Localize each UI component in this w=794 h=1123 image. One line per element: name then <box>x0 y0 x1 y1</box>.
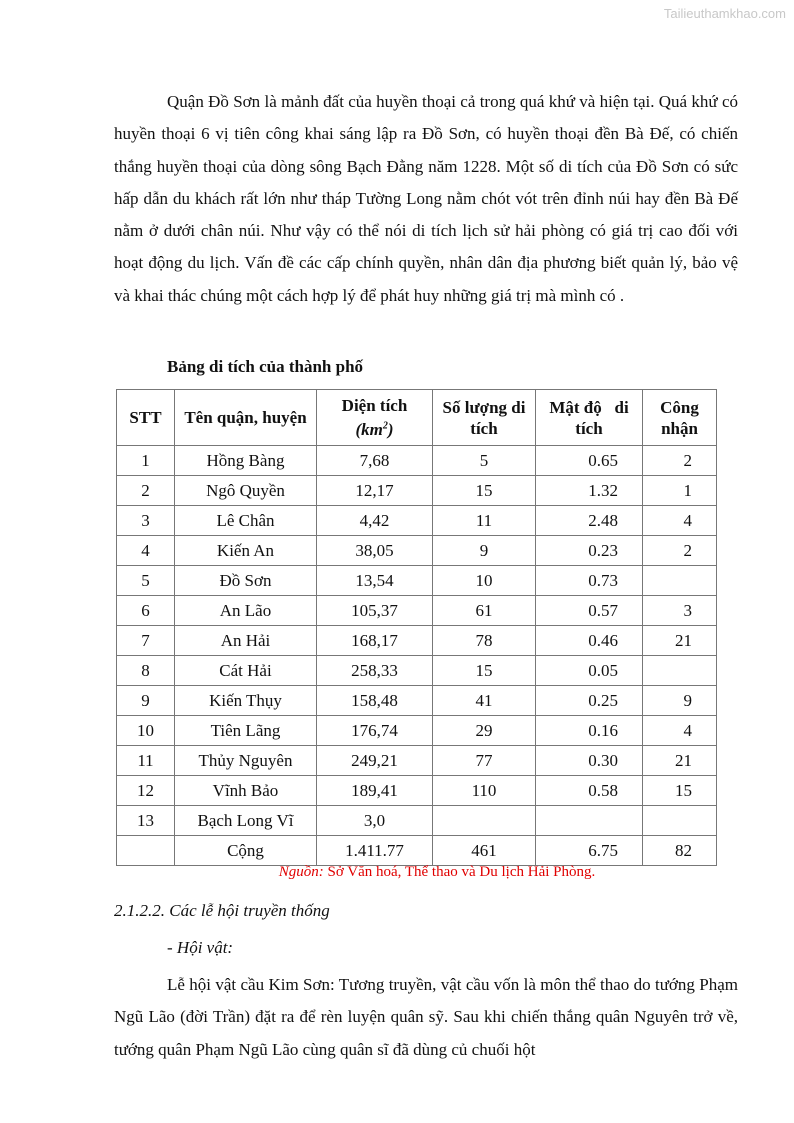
cell-recognized: 2 <box>643 536 717 566</box>
cell-district: Lê Chân <box>175 506 317 536</box>
cell-stt: 10 <box>117 716 175 746</box>
table-row <box>117 746 717 776</box>
table-row <box>117 536 717 566</box>
cell-density: 0.58 <box>536 776 643 806</box>
header-stt: STT <box>117 390 175 446</box>
cell-count <box>433 806 536 836</box>
cell-district: Cộng <box>175 836 317 866</box>
section-heading: 2.1.2.2. Các lễ hội truyền thống <box>114 901 330 920</box>
table-row <box>117 806 717 836</box>
cell-stt: 5 <box>117 566 175 596</box>
cell-density: 0.25 <box>536 686 643 716</box>
cell-recognized: 9 <box>643 686 717 716</box>
cell-recognized <box>643 566 717 596</box>
cell-stt: 3 <box>117 506 175 536</box>
heritage-table <box>116 389 717 866</box>
cell-stt: 11 <box>117 746 175 776</box>
cell-district: Thủy Nguyên <box>175 746 317 776</box>
cell-count: 77 <box>433 746 536 776</box>
cell-recognized: 4 <box>643 716 717 746</box>
cell-stt: 13 <box>117 806 175 836</box>
cell-density: 0.73 <box>536 566 643 596</box>
cell-district: Kiến Thụy <box>175 686 317 716</box>
table-row <box>117 566 717 596</box>
table-row <box>117 476 717 506</box>
cell-density: 0.30 <box>536 746 643 776</box>
cell-count: 5 <box>433 446 536 476</box>
cell-stt: 1 <box>117 446 175 476</box>
subheading: - Hội vật: <box>167 938 234 957</box>
table-row <box>117 506 717 536</box>
cell-stt: 12 <box>117 776 175 806</box>
cell-recognized <box>643 806 717 836</box>
cell-density: 0.16 <box>536 716 643 746</box>
table-row <box>117 656 717 686</box>
cell-area: 189,41 <box>317 776 433 806</box>
cell-district: Bạch Long Vĩ <box>175 806 317 836</box>
intro-paragraph: Quận Đồ Sơn là mảnh đất của huyền thoại cả trong quá khứ và hiện tại. Quá khứ có huyền thoại 6 vị tiên công khai sáng lập ra Đồ Sơn, có huyền thoại đền Bà Đế, có chiến thắng huyền thoại của dòng sông Bạch Đằng năm 1228. Một số di tích của Đồ Sơn có sức hấp dẫn du khách rất lớn như tháp Tường Long nằm chót vót trên đỉnh núi hay đền Bà Đế nằm ở dưới chân núi. Như vậy có thể nói di tích lịch sử hải phòng có giá trị cao đối với hoạt động du lịch. Vấn đề các cấp chính quyền, nhân dân địa phương biết quản lý, bảo vệ và khai thác chúng một cách hợp lý để phát huy những giá trị mà mình có . <box>114 92 738 305</box>
cell-district: An Hải <box>175 626 317 656</box>
cell-stt: 4 <box>117 536 175 566</box>
header-count: Số lượng di tích <box>433 390 536 446</box>
cell-recognized: 21 <box>643 746 717 776</box>
header-recognized: Công nhận <box>643 390 717 446</box>
cell-count: 10 <box>433 566 536 596</box>
festival-paragraph: Lễ hội vật cầu Kim Sơn: Tương truyền, vật cầu vốn là môn thể thao do tướng Phạm Ngũ Lão (đời Trần) đặt ra để rèn luyện quân sỹ. Sau khi chiến thắng quân Nguyên trở về, tướng quân Phạm Ngũ Lão cùng quân sĩ đã dùng củ chuối hột <box>114 975 738 1059</box>
cell-area: 7,68 <box>317 446 433 476</box>
cell-area: 12,17 <box>317 476 433 506</box>
table-row <box>117 716 717 746</box>
cell-count: 41 <box>433 686 536 716</box>
cell-recognized: 2 <box>643 446 717 476</box>
cell-count: 15 <box>433 656 536 686</box>
cell-area: 249,21 <box>317 746 433 776</box>
cell-stt <box>117 836 175 866</box>
header-area: Diện tích $(km^2)$ <box>317 390 433 446</box>
cell-density: 0.05 <box>536 656 643 686</box>
cell-density: 1.32 <box>536 476 643 506</box>
cell-stt: 7 <box>117 626 175 656</box>
table-row <box>117 626 717 656</box>
cell-area: 1.411.77 <box>317 836 433 866</box>
cell-area: 4,42 <box>317 506 433 536</box>
cell-area: 258,33 <box>317 656 433 686</box>
cell-density: 0.46 <box>536 626 643 656</box>
cell-density <box>536 806 643 836</box>
cell-district: Tiên Lãng <box>175 716 317 746</box>
cell-district: Ngô Quyền <box>175 476 317 506</box>
cell-area: 105,37 <box>317 596 433 626</box>
table-row <box>117 446 717 476</box>
cell-recognized: 1 <box>643 476 717 506</box>
cell-count: 61 <box>433 596 536 626</box>
cell-area: 38,05 <box>317 536 433 566</box>
cell-district: Kiến An <box>175 536 317 566</box>
cell-recognized: 3 <box>643 596 717 626</box>
header-district: Tên quận, huyện <box>175 390 317 446</box>
table-caption: Bảng di tích của thành phố <box>167 357 364 376</box>
cell-area: 176,74 <box>317 716 433 746</box>
cell-density: 6.75 <box>536 836 643 866</box>
cell-stt: 8 <box>117 656 175 686</box>
cell-count: 15 <box>433 476 536 506</box>
table-row <box>117 776 717 806</box>
cell-count: 78 <box>433 626 536 656</box>
cell-density: 2.48 <box>536 506 643 536</box>
cell-stt: 9 <box>117 686 175 716</box>
cell-district: Vĩnh Bảo <box>175 776 317 806</box>
cell-district: Cát Hải <box>175 656 317 686</box>
cell-stt: 6 <box>117 596 175 626</box>
cell-density: 0.23 <box>536 536 643 566</box>
cell-recognized: 4 <box>643 506 717 536</box>
cell-recognized: 21 <box>643 626 717 656</box>
cell-district: Hồng Bàng <box>175 446 317 476</box>
cell-area: 168,17 <box>317 626 433 656</box>
cell-density: 0.57 <box>536 596 643 626</box>
table-row <box>117 836 717 866</box>
cell-count: 110 <box>433 776 536 806</box>
cell-area: 3,0 <box>317 806 433 836</box>
table-header-row <box>117 390 717 446</box>
cell-count: 29 <box>433 716 536 746</box>
cell-stt: 2 <box>117 476 175 506</box>
cell-density: 0.65 <box>536 446 643 476</box>
cell-count: 461 <box>433 836 536 866</box>
table-row <box>117 596 717 626</box>
cell-count: 9 <box>433 536 536 566</box>
table-row <box>117 686 717 716</box>
header-density: Mật độ di tích <box>536 390 643 446</box>
cell-recognized: 82 <box>643 836 717 866</box>
cell-district: Đồ Sơn <box>175 566 317 596</box>
cell-recognized: 15 <box>643 776 717 806</box>
cell-count: 11 <box>433 506 536 536</box>
cell-area: 13,54 <box>317 566 433 596</box>
cell-recognized <box>643 656 717 686</box>
cell-area: 158,48 <box>317 686 433 716</box>
cell-district: An Lão <box>175 596 317 626</box>
table-source: Nguồn: Sở Văn hoá, Thể thao và Du lịch Hải Phòng. <box>278 864 596 880</box>
watermark: Tailieuthamkhao.com <box>663 6 786 21</box>
